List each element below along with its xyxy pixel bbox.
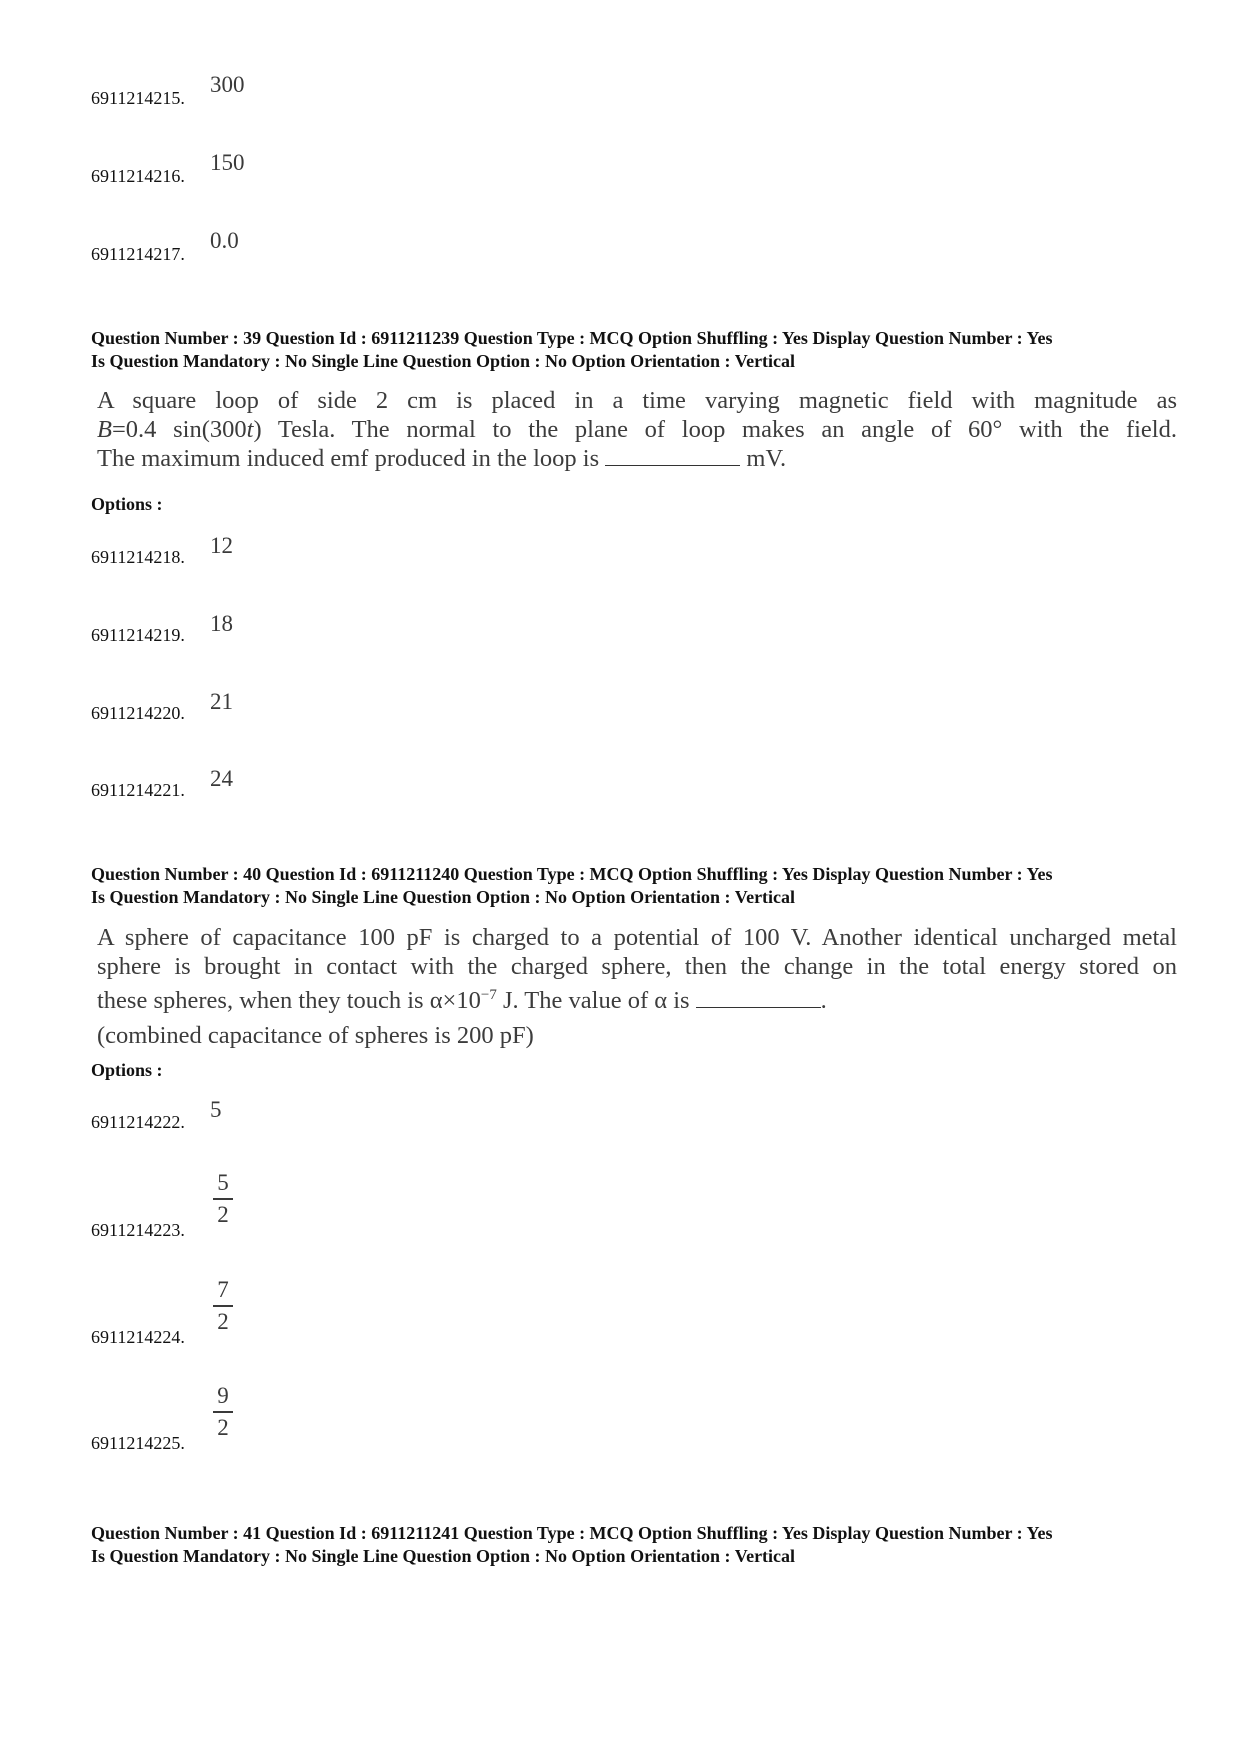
fraction-bar [213,1305,233,1307]
option-value: 12 [210,533,233,558]
fraction-numerator: 7 [217,1277,229,1302]
fraction-denominator: 2 [217,1201,229,1227]
options-label: Options : [91,494,163,514]
option-value: 21 [210,689,233,714]
question-text-line1: A sphere of capacitance 100 pF is charged to a potential of 100 V. Another identical uncharged metal [97,924,1177,951]
option-value: 0.0 [210,228,239,253]
text-start: The maximum induced emf produced in the loop is [97,445,600,472]
question-meta [91,327,1191,373]
option-value: 18 [210,611,233,636]
fraction-value [213,1170,233,1227]
fraction-numerator: 9 [217,1383,229,1408]
question-text-line2: sphere is brought in contact with the charged sphere, then the change in the total energy stored on [97,953,1177,980]
option-id: 6911214221. [91,780,185,800]
text-end: . [820,987,827,1015]
option-id: 6911214218. [91,547,185,567]
option-id: 6911214225. [91,1433,185,1453]
b-symbol: B [97,416,112,443]
option-id: 6911214219. [91,625,185,645]
option-id: 6911214223. [91,1220,185,1240]
question-text-line2 [97,415,1177,444]
question-text [97,923,1177,1050]
question-text [97,386,1177,473]
question-text-line1: A square loop of side 2 cm is placed in a time varying magnetic field with magnitude as [97,387,1177,414]
fraction-numerator: 5 [217,1170,229,1195]
question-meta-line2: Is Question Mandatory : No Single Line Question Option : No Option Orientation : Vertical [91,351,796,371]
expr-end: ) Tesla. The normal to the plane of loop makes an angle of 60° with the field. [253,416,1177,443]
question-meta-line2: Is Question Mandatory : No Single Line Question Option : No Option Orientation : Vertical [91,887,796,907]
answer-blank [605,447,740,466]
options-label: Options : [91,1060,163,1080]
option-id: 6911214217. [91,244,185,264]
text-mid: J. The value of α is [496,987,690,1015]
option-id: 6911214216. [91,166,185,186]
option-id: 6911214215. [91,88,185,108]
fraction-denominator: 2 [217,1308,229,1334]
question-meta-line1: Question Number : 39 Question Id : 6911211239 Question Type : MCQ Option Shuffling : Yes Display Question Number : Yes [91,328,1053,348]
option-id: 6911214220. [91,703,185,723]
question-meta [91,1522,1191,1568]
answer-blank [696,989,821,1008]
expr-mid: =0.4 sin(300 [111,416,247,443]
text-start: these spheres, when they touch is α×10 [97,987,481,1015]
option-id: 6911214222. [91,1112,185,1132]
option-value: 300 [210,72,245,97]
question-meta-line1: Question Number : 41 Question Id : 6911211241 Question Type : MCQ Option Shuffling : Yes Display Question Number : Yes [91,1523,1053,1543]
question-text-line3 [97,981,1177,1015]
option-value: 24 [210,766,233,791]
option-value: 150 [210,150,245,175]
fraction-bar [213,1411,233,1413]
option-id: 6911214224. [91,1327,185,1347]
question-meta-line1: Question Number : 40 Question Id : 6911211240 Question Type : MCQ Option Shuffling : Yes Display Question Number : Yes [91,864,1053,884]
t-symbol: t [246,416,254,443]
fraction-value [213,1277,233,1334]
fraction-denominator: 2 [217,1414,229,1440]
exponent: −7 [480,987,497,1003]
question-text-line4: (combined capacitance of spheres is 200 pF) [97,1022,534,1050]
fraction-value [213,1383,233,1440]
question-text-line3 [97,444,1177,473]
question-meta [91,863,1191,909]
question-meta-line2: Is Question Mandatory : No Single Line Question Option : No Option Orientation : Vertical [91,1546,796,1566]
fraction-bar [213,1198,233,1200]
text-end: mV. [746,445,787,472]
option-value: 5 [210,1097,222,1122]
